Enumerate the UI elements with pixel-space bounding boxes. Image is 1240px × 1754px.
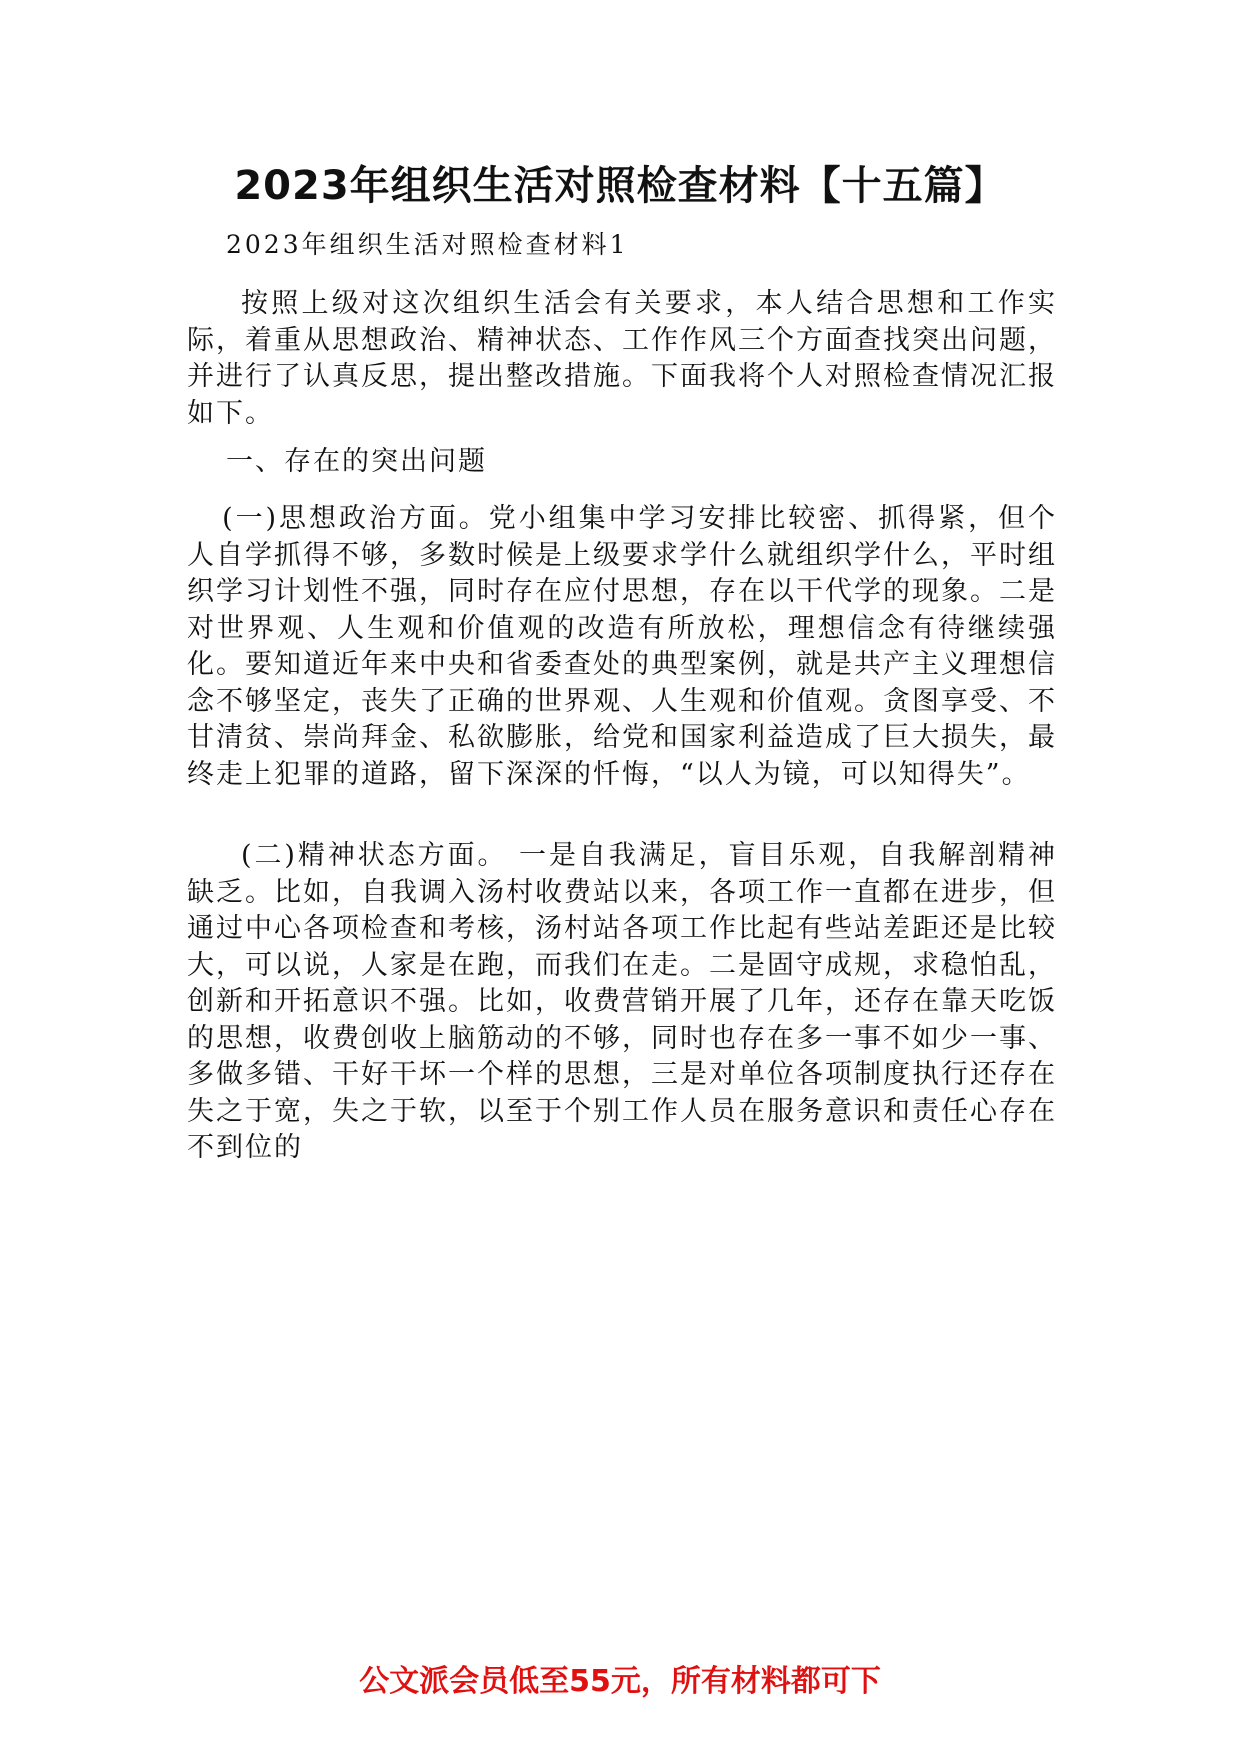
document-subtitle: 2023年组织生活对照检查材料1 xyxy=(226,230,629,259)
mental-state-paragraph: (二)精神状态方面。 一是自我满足，盲目乐观，自我解剖精神缺乏。比如，自我调入汤村收费站以来，各项工作一直都在进步，但通过中心各项检查和考核，汤村站各项工作比起有些站差距还是比较大，可以说，人家是在跑，而我们在走。二是固守成规，求稳怕乱，创新和开拓意识不强。比如，收费营销开展了几年，还存在靠天吃饭的思想，收费创收上脑筋动的不够，同时也存在多一事不如少一事、多做多错、干好干坏一个样的思想，三是对单位各项制度执行还存在失之于宽，失之于软，以至于个别工作人员在服务意识和责任心存在不到位的 xyxy=(187,840,1057,1163)
political-thought-paragraph: (一)思想政治方面。党小组集中学习安排比较密、抓得紧，但个人自学抓得不够，多数时候是上级要求学什么就组织学什么，平时组织学习计划性不强，同时存在应付思想，存在以干代学的现象。二是对世界观、人生观和价值观的改造有所放松，理想信念有待继续强化。要知道近年来中央和省委查处的典型案例，就是共产主义理想信念不够坚定，丧失了正确的世界观、人生观和价值观。贪图享受、不甘清贫、崇尚拜金、私欲膨胀，给党和国家利益造成了巨大损失，最终走上犯罪的道路，留下深深的忏悔，“以人为镜，可以知得失”。 xyxy=(187,503,1057,790)
intro-paragraph: 按照上级对这次组织生活会有关要求，本人结合思想和工作实际，着重从思想政治、精神状态、工作作风三个方面查找突出问题，并进行了认真反思，提出整改措施。下面我将个人对照检查情况汇报如下。 xyxy=(187,288,1057,429)
membership-promo-text: 公文派会员低至55元，所有材料都可下 xyxy=(359,1664,881,1699)
section-heading: 一、存在的突出问题 xyxy=(226,446,487,477)
document-title: 2023年组织生活对照检查材料【十五篇】 xyxy=(234,163,1006,209)
